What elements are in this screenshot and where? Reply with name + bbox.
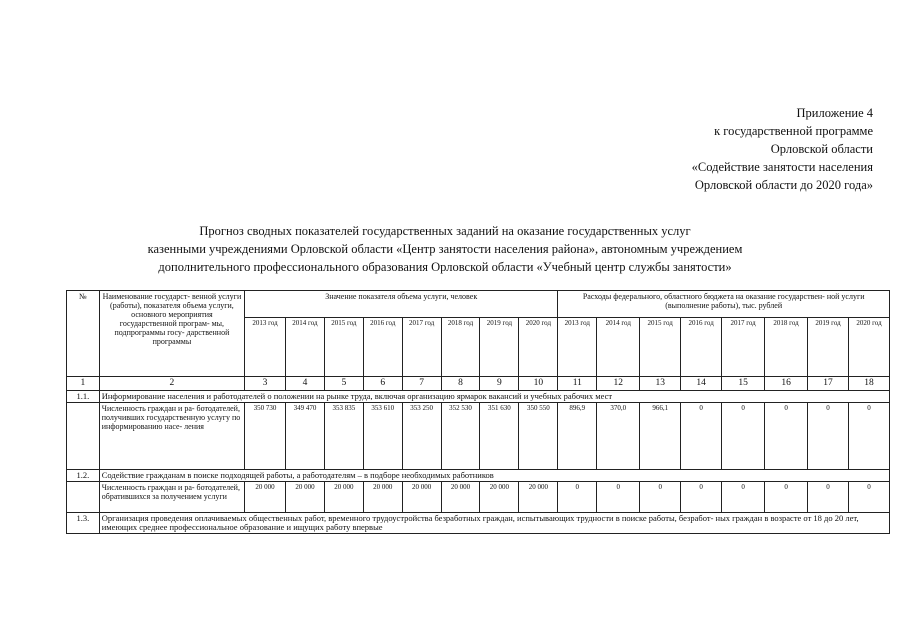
cost-value: 0 (681, 482, 722, 513)
volume-year: 2014 год (286, 318, 325, 377)
indicator-name: Численность граждан и ра- ботодателей, обратившихся за получением услуги (99, 482, 244, 513)
cost-value: 0 (722, 482, 765, 513)
title-line: дополнительного профессионального образования Орловской области «Учебный центр службы занятости» (158, 260, 732, 274)
cost-value: 0 (849, 403, 890, 470)
cost-value: 0 (849, 482, 890, 513)
column-number: 13 (640, 377, 681, 391)
column-number: 5 (324, 377, 363, 391)
cost-value: 0 (722, 403, 765, 470)
indicator-name: Численность граждан и ра- ботодателей, получивших государственную услугу по информированию насе- ления (99, 403, 244, 470)
cost-year: 2019 год (808, 318, 849, 377)
section-row (67, 470, 890, 482)
cost-year: 2015 год (640, 318, 681, 377)
column-number: 1 (67, 377, 100, 391)
column-number: 2 (99, 377, 244, 391)
section-number: 1.3. (67, 513, 100, 534)
volume-value: 20 000 (324, 482, 363, 513)
column-number: 8 (441, 377, 480, 391)
header-no: № (67, 291, 100, 377)
empty-cell (67, 403, 100, 470)
section-title: Информирование населения и работодателей о положении на рынке труда, включая организацию ярмарок вакансий и учебных рабочих мест (99, 391, 889, 403)
section-title: Содействие гражданам в поиске подходящей работы, а работодателям – в подборе необходимых работников (99, 470, 889, 482)
cost-year: 2016 год (681, 318, 722, 377)
appendix-line: Приложение 4 (796, 106, 873, 120)
cost-year: 2013 год (558, 318, 597, 377)
volume-value: 20 000 (363, 482, 402, 513)
header-volume: Значение показателя объема услуги, человек (245, 291, 558, 318)
volume-value: 20 000 (480, 482, 519, 513)
volume-value: 350 550 (519, 403, 558, 470)
volume-value: 349 470 (286, 403, 325, 470)
column-number: 14 (681, 377, 722, 391)
volume-year: 2018 год (441, 318, 480, 377)
appendix-line: «Содействие занятости населения (691, 160, 873, 174)
section-row (67, 513, 890, 534)
section-number: 1.2. (67, 470, 100, 482)
cost-value: 0 (808, 482, 849, 513)
volume-value: 352 530 (441, 403, 480, 470)
volume-year: 2015 год (324, 318, 363, 377)
column-number: 15 (722, 377, 765, 391)
indicators-table (66, 290, 890, 534)
cost-value: 0 (808, 403, 849, 470)
section-row (67, 391, 890, 403)
document-title (60, 222, 830, 276)
column-numbers-row (67, 377, 890, 391)
cost-year: 2018 год (765, 318, 808, 377)
appendix-block (573, 104, 873, 194)
volume-value: 353 610 (363, 403, 402, 470)
column-number: 10 (519, 377, 558, 391)
cost-year: 2014 год (597, 318, 640, 377)
volume-year: 2013 год (245, 318, 286, 377)
appendix-line: к государственной программе (714, 124, 873, 138)
volume-value: 20 000 (402, 482, 441, 513)
header-name: Наименование государст- венной услуги (работы), показателя объема услуги, основного мероприятия государственной програм- мы, подпрограммы госу- дарственной программы (99, 291, 244, 377)
header-row (67, 291, 890, 318)
volume-value: 20 000 (245, 482, 286, 513)
column-number: 16 (765, 377, 808, 391)
empty-cell (67, 482, 100, 513)
indicator-row (67, 482, 890, 513)
column-number: 4 (286, 377, 325, 391)
column-number: 18 (849, 377, 890, 391)
column-number: 11 (558, 377, 597, 391)
cost-value: 0 (640, 482, 681, 513)
volume-value: 351 630 (480, 403, 519, 470)
appendix-line: Орловской области до 2020 года» (694, 178, 873, 192)
cost-value: 966,1 (640, 403, 681, 470)
column-number: 3 (245, 377, 286, 391)
volume-value: 350 730 (245, 403, 286, 470)
column-number: 9 (480, 377, 519, 391)
volume-year: 2020 год (519, 318, 558, 377)
volume-year: 2017 год (402, 318, 441, 377)
volume-year: 2019 год (480, 318, 519, 377)
column-number: 12 (597, 377, 640, 391)
volume-value: 20 000 (286, 482, 325, 513)
indicator-row (67, 403, 890, 470)
title-line: казенными учреждениями Орловской области «Центр занятости населения района», автономным учреждением (147, 242, 743, 256)
volume-value: 353 835 (324, 403, 363, 470)
cost-value: 370,0 (597, 403, 640, 470)
section-title: Организация проведения оплачиваемых общественных работ, временного трудоустройства безработных граждан, испытывающих трудности в поиске работы, безработ- ных граждан в возрасте от 18 до 20 лет, имеющих среднее профессиональное образование и ищущих работу впервые (99, 513, 889, 534)
cost-year: 2017 год (722, 318, 765, 377)
volume-value: 20 000 (441, 482, 480, 513)
cost-value: 0 (765, 403, 808, 470)
volume-value: 353 250 (402, 403, 441, 470)
cost-value: 0 (681, 403, 722, 470)
section-number: 1.1. (67, 391, 100, 403)
volume-year: 2016 год (363, 318, 402, 377)
title-line: Прогноз сводных показателей государственных заданий на оказание государственных услуг (199, 224, 691, 238)
cost-value: 0 (558, 482, 597, 513)
header-costs: Расходы федерального, областного бюджета на оказание государствен- ной услуги (выполнение работы), тыс. рублей (558, 291, 890, 318)
volume-value: 20 000 (519, 482, 558, 513)
column-number: 6 (363, 377, 402, 391)
cost-value: 0 (765, 482, 808, 513)
cost-year: 2020 год (849, 318, 890, 377)
column-number: 17 (808, 377, 849, 391)
cost-value: 0 (597, 482, 640, 513)
appendix-line: Орловской области (770, 142, 873, 156)
cost-value: 896,9 (558, 403, 597, 470)
column-number: 7 (402, 377, 441, 391)
